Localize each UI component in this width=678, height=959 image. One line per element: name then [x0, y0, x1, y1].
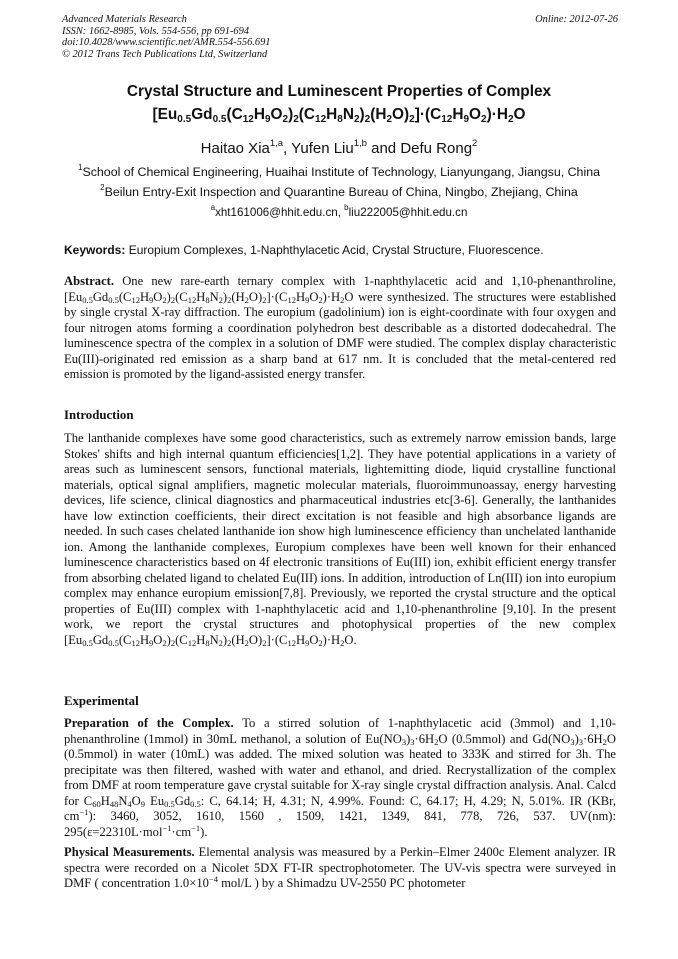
- abstract-text: One new rare-earth ternary complex with 1-naphthylacetic acid and 1,10-phenanthroline, $[Eu_{0.5}Gd_{0.5}(C_{12}H_9O_2)_2(C_{12}H_8N_2)_2(H_2O)_2]\cdot(C_{12}H_9O_2)\cdot H_2O$ were synthesized. The structures were established by single crystal X-ray diffraction. The europium (gadolinium) ion is eight-coordinate with four oxygen and four nitrogen atoms forming a coordination polyhedron best describable as a distorted dodecahedral. The luminescence spectra of the complex in a solution of DMF were studied. The complex display characteristic Eu(III)-originated red emission as a sharp band at 617 nm. It is concluded that the metal-centered red emission is promoted by the ligand-assisted energy transfer.: [64, 274, 616, 381]
- affiliation-mark: 2: [100, 183, 105, 192]
- journal-name: Advanced Materials Research: [62, 14, 187, 25]
- journal-issn: ISSN: 1662-8985, Vols. 554-556, pp 691-694: [62, 25, 250, 37]
- author-name: Defu Rong: [400, 140, 473, 157]
- keywords: [64, 243, 616, 257]
- author-list: [40, 140, 638, 157]
- email-link[interactable]: liu222005@hhit.edu.cn: [348, 206, 468, 219]
- paper-title: Crystal Structure and Luminescent Properties of Complex: [126, 83, 552, 100]
- preparation-label: Preparation of the Complex.: [64, 716, 234, 730]
- affiliation-text: School of Chemical Engineering, Huaihai Institute of Technology, Lianyungang, Jiangsu, China: [82, 165, 600, 179]
- paper-title-formula: $[Eu_{0.5}Gd_{0.5}(C_{12}H_9O_2)_2(C_{12}H_8N_2)_2(H_2O)_2]\cdot(C_{12}H_9O_2)\cdot H_2O$: [152, 106, 526, 125]
- measurements-label: Physical Measurements.: [64, 845, 195, 859]
- email-mark: a: [210, 203, 216, 212]
- online-date: Online: 2012-07-26: [535, 14, 618, 25]
- preparation-section: [64, 716, 616, 841]
- author-name: Haitao Xia: [200, 140, 270, 157]
- author-emails: [40, 203, 638, 219]
- author-separator: ,: [283, 140, 292, 157]
- introduction-text: The lanthanide complexes have some good characteristics, such as extremely narrow emission bands, large Stokes' shifts and high internal quantum efficiencies[1,2]. They have potential applications in a variety of areas such as luminescent sensors, functional materials, lightemitting diode, liquid crystalline functional materials, optical signal amplifiers, magnetic molecular materials, fluoroimmunoassay, energy harvesting devices, life science, clinical diagnostics and pharmaceutical industries etc[3-6]. Generally, the lanthanides have low extinction coefficients, their direct excitation is not feasible and high absorbance ligands are needed. In such cases chelated lanthanide ion show high luminescence efficiency than unchelated lanthanide ion. Among the lanthanide complexes, Europium complexes have been well known for their enhanced luminescence characteristics based on 4f electronic transitions of Eu(III) ion, exhibit efficient energy transfer from absorbing chelated ligand to chelated Eu(III) ions. In addition, introduction of Ln(III) ion into europium complex may enhance europium emission[7,8]. Previously, we reported the crystal structure and the optical properties of Eu(III) complex with 1-naphthylacetic acid and 1,10-phenanthroline [9,10]. In the present work, we report the crystal structures and photophysical properties of the new complex $[Eu_{0.5}Gd_{0.5}(C_{12}H_9O_2)_2(C_{12}H_8N_2)_2(H_2O)_2]\cdot(C_{12}H_9O_2)\cdot H_2O$.: [64, 431, 616, 648]
- measurements-section: [64, 845, 616, 907]
- author-name: Yufen Liu: [291, 140, 354, 157]
- affiliation-mark: 1,b: [353, 138, 367, 149]
- measurements-text: Elemental analysis was measured by a Perkin–Elmer 2400c Element analyzer. IR spectra were recorded on a Nicolet 5DX FT-IR spectrophotometer. The UV-vis spectra were surveyed in DMF ( concentration $1.0\times 10^{-4}$ mol/L ) by a Shimadzu UV-2550 PC photometer: [64, 845, 616, 890]
- affiliation-text: Beilun Entry-Exit Inspection and Quarantine Bureau of China, Ningbo, Zhejiang, China: [104, 185, 578, 199]
- email-mark: b: [344, 203, 349, 212]
- journal-header: [62, 14, 618, 60]
- journal-doi: doi:10.4028/www.scientific.net/AMR.554-556.691: [62, 37, 271, 48]
- introduction-heading: Introduction: [64, 408, 134, 422]
- affiliation-mark: 1,a: [269, 138, 284, 149]
- experimental-heading: Experimental: [64, 694, 139, 708]
- keywords-label: Keywords:: [64, 243, 126, 257]
- journal-copyright: © 2012 Trans Tech Publications Ltd, Switzerland: [62, 48, 268, 60]
- introduction-body: [64, 431, 616, 674]
- abstract-label: Abstract.: [64, 274, 115, 288]
- affiliation-2: [40, 185, 638, 199]
- abstract: [64, 274, 616, 386]
- affiliation-mark: 2: [472, 138, 478, 149]
- preparation-text: To a stirred solution of 1-naphthylacetic acid (3mmol) and 1,10-phenanthroline (1mmol) in 30mL methanol, a solution of $Eu(NO_3)_3\cdot 6H_2O$ (0.5mmol) and $Gd(NO_3)_3\cdot 6H_2O$ (0.5mmol) in water (10mL) was added. The mixed solution was heated to 333K and stirred for 3h. The precipitate was then filtered, washed with water and ethanol, and dried. Recrystallization of the complex from DMF at room temperature gave crystal suitable for X-ray single crystal diffraction analysis. Anal. Calcd for $C_{60}H_{48}N_4O_9$ $Eu_{0.5}Gd_{0.5}$: C, 64.14; H, 4.31; N, 4.99%. Found: C, 64.17; H, 4.29; N, 5.01%. IR (KBr, $cm^{-1}$): 3460, 3052, 1610, 1560 , 1509, 1421, 1349, 841, 778, 726, 537. UV(nm): $295(\varepsilon=22310L\cdot mol^{-1}\cdot cm^{-1})$.: [64, 716, 616, 839]
- author-separator: and: [366, 140, 401, 157]
- keywords-text: Europium Complexes, 1-Naphthylacetic Acid, Crystal Structure, Fluorescence.: [125, 243, 544, 257]
- affiliation-1: [40, 165, 638, 179]
- affiliation-mark: 1: [78, 163, 83, 172]
- email-link[interactable]: xht161006@hhit.edu.cn,: [215, 206, 345, 219]
